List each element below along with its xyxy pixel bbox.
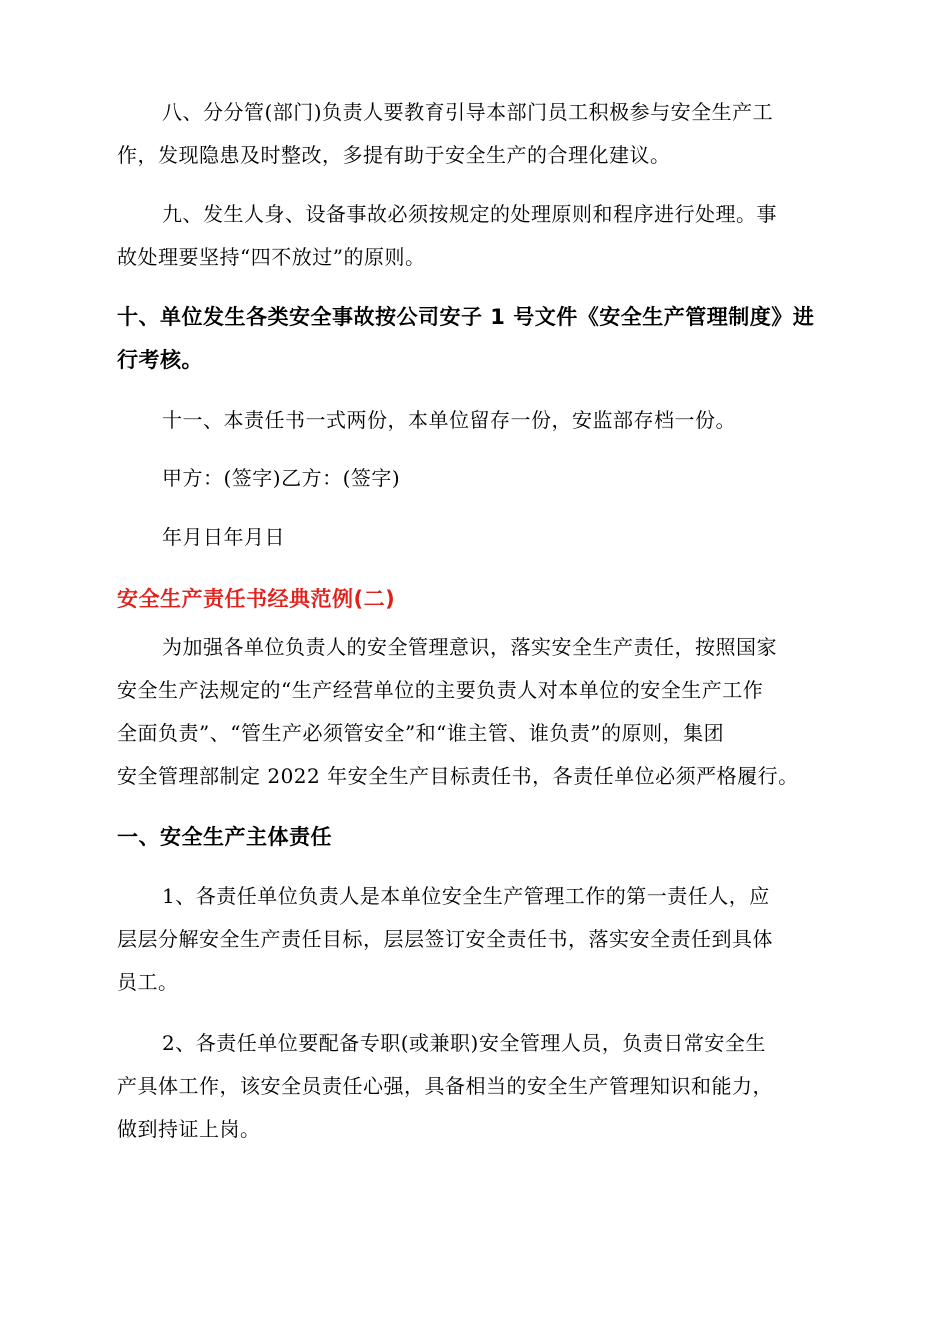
para-11: 十一、本责任书一式两份，本单位留存一份，安监部存档一份。 <box>162 408 736 432</box>
section-title: 安全生产责任书经典范例(二) <box>117 587 396 611</box>
intro-line-1: 为加强各单位负责人的安全管理意识，落实安全生产责任，按照国家 <box>162 635 777 659</box>
para-10-line-2: 行考核。 <box>117 348 203 372</box>
para-8-line-2: 作，发现隐患及时整改，多提有助于安全生产的合理化建议。 <box>117 143 671 167</box>
signature-line: 甲方：(签字)乙方：(签字) <box>162 466 401 490</box>
intro-line-4: 安全管理部制定 2022 年安全生产目标责任书，各责任单位必须严格履行。 <box>117 764 799 788</box>
intro-line-3: 全面负责”、“管生产必须管安全”和“谁主管、谁负责”的原则，集团 <box>117 721 725 745</box>
para-10-line-1: 十、单位发生各类安全事故按公司安子 1 号文件《安全生产管理制度》进 <box>117 305 815 329</box>
heading-1: 一、安全生产主体责任 <box>117 825 332 849</box>
item-2-line-3: 做到持证上岗。 <box>117 1117 261 1141</box>
item-2-line-1: 2、各责任单位要配备专职(或兼职)安全管理人员，负责日常安全生 <box>162 1031 766 1055</box>
para-9-line-2: 故处理要坚持“四不放过”的原则。 <box>117 245 426 269</box>
para-8-line-1: 八、分分管(部门)负责人要教育引导本部门员工积极参与安全生产工 <box>162 100 774 124</box>
intro-line-2: 安全生产法规定的“生产经营单位的主要负责人对本单位的安全生产工作 <box>117 678 764 702</box>
item-1-line-2: 层层分解安全生产责任目标，层层签订安全责任书，落实安全责任到具体 <box>117 927 773 951</box>
para-9-line-1: 九、发生人身、设备事故必须按规定的处理原则和程序进行处理。事 <box>162 202 777 226</box>
date-line: 年月日年月日 <box>162 525 285 549</box>
item-2-line-2: 产具体工作，该安全员责任心强，具备相当的安全生产管理知识和能力， <box>117 1074 773 1098</box>
item-1-line-1: 1、各责任单位负责人是本单位安全生产管理工作的第一责任人，应 <box>162 884 770 908</box>
item-1-line-3: 员工。 <box>117 970 179 994</box>
